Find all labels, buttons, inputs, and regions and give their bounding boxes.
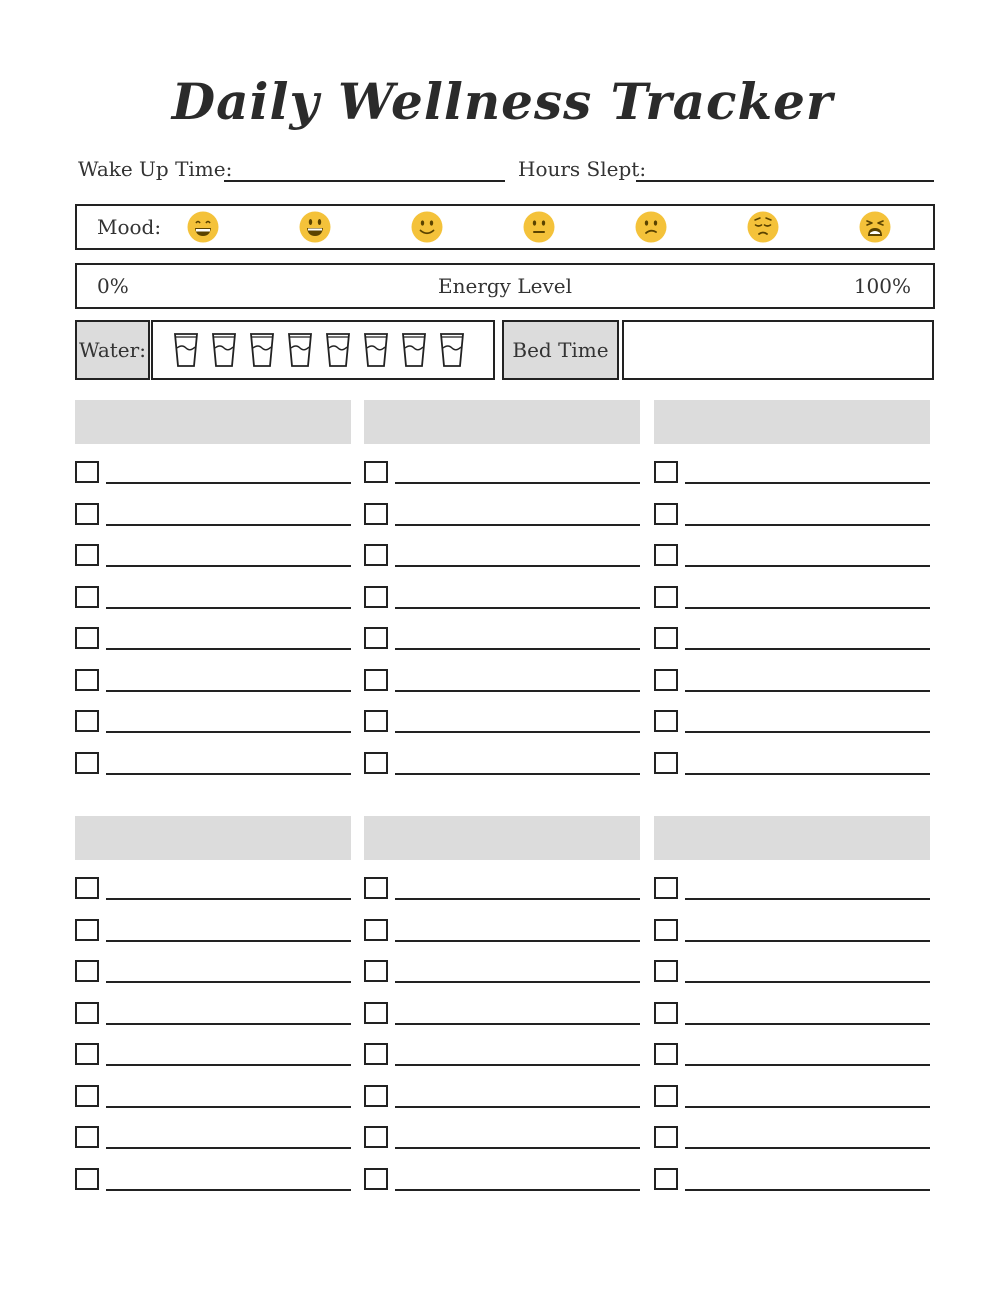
task-checkbox[interactable] <box>364 1126 388 1148</box>
task-line-field[interactable] <box>685 981 930 983</box>
task-line-field[interactable] <box>395 565 640 567</box>
task-checkbox[interactable] <box>654 1002 678 1024</box>
task-checkbox[interactable] <box>654 919 678 941</box>
wake-up-time-field[interactable] <box>224 180 505 182</box>
task-checkbox[interactable] <box>75 1168 99 1190</box>
task-checkbox[interactable] <box>654 461 678 483</box>
bed-time-label-box <box>502 320 619 380</box>
task-checkbox[interactable] <box>75 877 99 899</box>
task-checkbox[interactable] <box>364 919 388 941</box>
wake-up-time-label: Wake Up Time: <box>78 157 233 181</box>
task-checkbox[interactable] <box>75 461 99 483</box>
task-checkbox[interactable] <box>364 752 388 774</box>
task-checkbox[interactable] <box>75 1043 99 1065</box>
task-line-field[interactable] <box>685 648 930 650</box>
page-title: Daily Wellness Tracker <box>171 72 834 131</box>
energy-min-label: 0% <box>97 274 129 298</box>
task-line-field[interactable] <box>685 1064 930 1066</box>
task-checkbox[interactable] <box>654 503 678 525</box>
task-checkbox[interactable] <box>654 627 678 649</box>
energy-max-label: 100% <box>853 274 911 298</box>
section-header[interactable] <box>364 400 640 444</box>
task-checkbox[interactable] <box>654 877 678 899</box>
pensive-face-icon[interactable] <box>747 211 779 243</box>
task-checkbox[interactable] <box>75 1002 99 1024</box>
task-line-field[interactable] <box>106 731 351 733</box>
smiling-face-open-mouth-icon[interactable] <box>299 211 331 243</box>
task-checkbox[interactable] <box>364 877 388 899</box>
task-line-field[interactable] <box>106 482 351 484</box>
hours-slept-label: Hours Slept: <box>518 157 647 181</box>
task-line-field[interactable] <box>106 565 351 567</box>
task-checkbox[interactable] <box>654 1043 678 1065</box>
task-line-field[interactable] <box>685 773 930 775</box>
water-glass-icon[interactable] <box>287 331 313 369</box>
task-line-field[interactable] <box>106 1147 351 1149</box>
task-line-field[interactable] <box>685 482 930 484</box>
task-checkbox[interactable] <box>654 669 678 691</box>
task-line-field[interactable] <box>106 1064 351 1066</box>
task-line-field[interactable] <box>395 1189 640 1191</box>
grinning-face-icon[interactable] <box>187 211 219 243</box>
water-glass-icon[interactable] <box>211 331 237 369</box>
water-glasses-box <box>151 320 495 380</box>
water-glass-icon[interactable] <box>249 331 275 369</box>
slightly-smiling-face-icon[interactable] <box>411 211 443 243</box>
section-header[interactable] <box>75 816 351 860</box>
weary-face-icon[interactable] <box>859 211 891 243</box>
task-checkbox[interactable] <box>364 503 388 525</box>
task-line-field[interactable] <box>395 1147 640 1149</box>
task-line-field[interactable] <box>106 1023 351 1025</box>
neutral-face-icon[interactable] <box>523 211 555 243</box>
task-line-field[interactable] <box>106 898 351 900</box>
task-line-field[interactable] <box>395 524 640 526</box>
task-line-field[interactable] <box>685 524 930 526</box>
task-line-field[interactable] <box>395 690 640 692</box>
task-checkbox[interactable] <box>75 1085 99 1107</box>
water-label-box <box>75 320 150 380</box>
task-line-field[interactable] <box>395 940 640 942</box>
task-checkbox[interactable] <box>364 1043 388 1065</box>
task-line-field[interactable] <box>106 690 351 692</box>
task-line-field[interactable] <box>685 1147 930 1149</box>
task-checkbox[interactable] <box>364 960 388 982</box>
task-checkbox[interactable] <box>654 544 678 566</box>
task-checkbox[interactable] <box>364 627 388 649</box>
task-line-field[interactable] <box>685 690 930 692</box>
task-line-field[interactable] <box>395 648 640 650</box>
task-checkbox[interactable] <box>654 960 678 982</box>
section-header[interactable] <box>75 400 351 444</box>
task-checkbox[interactable] <box>654 710 678 732</box>
task-line-field[interactable] <box>685 1189 930 1191</box>
task-checkbox[interactable] <box>75 544 99 566</box>
task-line-field[interactable] <box>685 731 930 733</box>
task-checkbox[interactable] <box>75 960 99 982</box>
task-line-field[interactable] <box>395 773 640 775</box>
task-line-field[interactable] <box>685 565 930 567</box>
task-line-field[interactable] <box>106 773 351 775</box>
task-checkbox[interactable] <box>654 586 678 608</box>
task-line-field[interactable] <box>395 1064 640 1066</box>
task-line-field[interactable] <box>106 940 351 942</box>
section-header[interactable] <box>364 816 640 860</box>
mood-label: Mood: <box>97 215 162 239</box>
task-checkbox[interactable] <box>364 1002 388 1024</box>
task-line-field[interactable] <box>685 898 930 900</box>
task-line-field[interactable] <box>685 607 930 609</box>
bed-time-field[interactable] <box>622 320 934 380</box>
task-checkbox[interactable] <box>364 461 388 483</box>
task-line-field[interactable] <box>685 940 930 942</box>
task-line-field[interactable] <box>395 898 640 900</box>
task-checkbox[interactable] <box>75 752 99 774</box>
confused-face-icon[interactable] <box>635 211 667 243</box>
water-glass-icon[interactable] <box>439 331 465 369</box>
task-line-field[interactable] <box>106 1106 351 1108</box>
task-line-field[interactable] <box>106 981 351 983</box>
energy-level-row[interactable] <box>75 263 935 309</box>
task-checkbox[interactable] <box>75 1126 99 1148</box>
task-line-field[interactable] <box>395 1023 640 1025</box>
section-header[interactable] <box>654 400 930 444</box>
task-checkbox[interactable] <box>364 586 388 608</box>
task-line-field[interactable] <box>106 1189 351 1191</box>
task-checkbox[interactable] <box>75 669 99 691</box>
task-checkbox[interactable] <box>364 710 388 732</box>
section-header[interactable] <box>654 816 930 860</box>
task-line-field[interactable] <box>395 981 640 983</box>
task-checkbox[interactable] <box>364 544 388 566</box>
task-line-field[interactable] <box>106 648 351 650</box>
energy-level-label: Energy Level <box>438 274 572 298</box>
water-label: Water: <box>79 338 146 362</box>
task-line-field[interactable] <box>685 1023 930 1025</box>
task-checkbox[interactable] <box>364 1168 388 1190</box>
task-line-field[interactable] <box>106 524 351 526</box>
water-glass-icon[interactable] <box>401 331 427 369</box>
task-checkbox[interactable] <box>654 1085 678 1107</box>
task-line-field[interactable] <box>395 607 640 609</box>
task-checkbox[interactable] <box>654 1168 678 1190</box>
task-line-field[interactable] <box>106 607 351 609</box>
task-line-field[interactable] <box>685 1106 930 1108</box>
mood-row <box>75 204 935 250</box>
water-glass-icon[interactable] <box>325 331 351 369</box>
task-checkbox[interactable] <box>75 919 99 941</box>
hours-slept-field[interactable] <box>636 180 934 182</box>
task-checkbox[interactable] <box>364 669 388 691</box>
task-line-field[interactable] <box>395 1106 640 1108</box>
task-line-field[interactable] <box>395 482 640 484</box>
task-checkbox[interactable] <box>364 1085 388 1107</box>
task-checkbox[interactable] <box>654 752 678 774</box>
task-checkbox[interactable] <box>75 710 99 732</box>
task-checkbox[interactable] <box>75 627 99 649</box>
task-line-field[interactable] <box>395 731 640 733</box>
task-checkbox[interactable] <box>75 503 99 525</box>
water-glass-icon[interactable] <box>173 331 199 369</box>
water-glass-icon[interactable] <box>363 331 389 369</box>
task-checkbox[interactable] <box>654 1126 678 1148</box>
task-checkbox[interactable] <box>75 586 99 608</box>
bed-time-label: Bed Time <box>512 338 609 362</box>
